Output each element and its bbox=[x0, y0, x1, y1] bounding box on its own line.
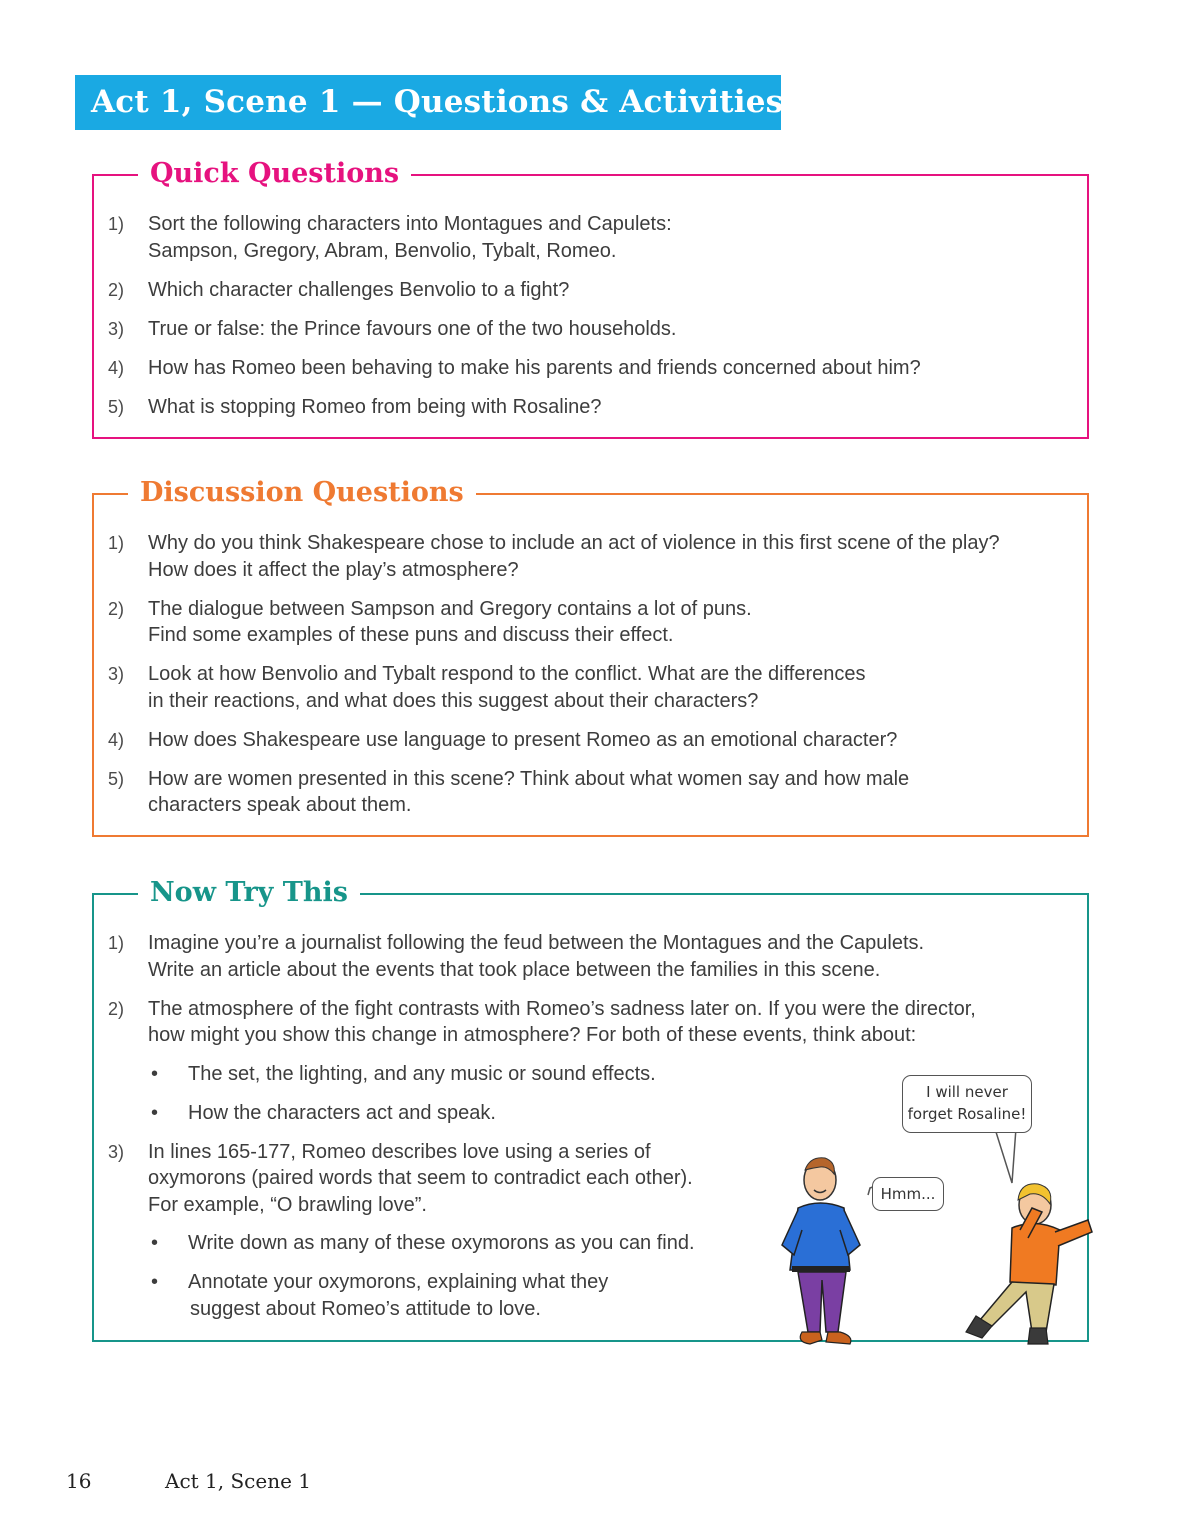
romeo-figure bbox=[966, 1184, 1092, 1344]
benvolio-figure bbox=[782, 1158, 860, 1344]
list-item: 2) The atmosphere of the fight contrasts with Romeo’s sadness later on. If you were the director, how might you show this change in atmosphere? For both of these events, think about: • The set, the lighting, and any music or sound effects. • How the characters act and speak. bbox=[108, 996, 1067, 1127]
list-item: 5) What is stopping Romeo from being with Rosaline? bbox=[108, 395, 602, 418]
page-title: Act 1, Scene 1 — Questions & Activities bbox=[75, 75, 781, 130]
quick-questions-heading: Quick Questions bbox=[138, 154, 411, 194]
list-item: 5) How are women presented in this scene? Think about what women say and how male characters speak about them. bbox=[108, 767, 910, 816]
bullet-item: • Write down as many of these oxymorons as you can find. bbox=[148, 1230, 1067, 1257]
list-item: 2) Which character challenges Benvolio to a fight? bbox=[108, 278, 570, 301]
list-item: 3) Look at how Benvolio and Tybalt respond to the conflict. What are the differences in their reactions, and what does this suggest about their characters? bbox=[108, 663, 866, 712]
list-item: 3) In lines 165-177, Romeo describes love using a series of oxymorons (paired words that seem to contradict each other). For example, “O brawling love”. • Write down as many of these oxymorons as you can find. • Annotate your oxymorons, explaining what they suggest about Romeo’s attitude to love. bbox=[108, 1139, 1067, 1323]
quick-questions-box bbox=[92, 158, 1089, 439]
bullet-item: • How the characters act and speak. bbox=[148, 1100, 1067, 1127]
speech-bubble-hmm: Hmm... bbox=[872, 1177, 944, 1211]
list-item: 4) How does Shakespeare use language to present Romeo as an emotional character? bbox=[108, 728, 898, 751]
quick-questions-list bbox=[108, 211, 1067, 433]
now-try-this-heading: Now Try This bbox=[138, 873, 360, 913]
bullet-icon: • bbox=[151, 1101, 159, 1124]
bullet-item: • Annotate your oxymorons, explaining what they suggest about Romeo’s attitude to love. bbox=[151, 1271, 609, 1320]
list-item: 3) True or false: the Prince favours one of the two households. bbox=[108, 317, 677, 340]
discussion-questions-list bbox=[108, 530, 1067, 831]
discussion-questions-box bbox=[92, 477, 1089, 837]
list-item: 1) Why do you think Shakespeare chose to include an act of violence in this first scene of the play? How does it affect the play’s atmosphere? bbox=[108, 532, 1000, 581]
page-number: 16 bbox=[66, 1469, 92, 1493]
bullet-icon: • bbox=[151, 1232, 159, 1254]
bullet-item: • The set, the lighting, and any music or sound effects. bbox=[148, 1061, 1067, 1088]
bullet-icon: • bbox=[151, 1271, 159, 1293]
bullet-icon: • bbox=[151, 1062, 159, 1085]
list-item: 1) Imagine you’re a journalist following the feud between the Montagues and the Capulets. Write an article about the events that took place between the families in this scene. bbox=[108, 932, 925, 981]
discussion-questions-heading: Discussion Questions bbox=[128, 473, 476, 513]
list-item: 1) Sort the following characters into Montagues and Capulets: Sampson, Gregory, Abram, Benvolio, Tybalt, Romeo. bbox=[108, 213, 672, 262]
list-item: 4) How has Romeo been behaving to make his parents and friends concerned about him? bbox=[108, 356, 921, 379]
footer-section-label: Act 1, Scene 1 bbox=[165, 1469, 312, 1493]
speech-bubble-rosaline: I will never forget Rosaline! bbox=[902, 1075, 1032, 1133]
list-item: 2) The dialogue between Sampson and Gregory contains a lot of puns. Find some examples of these puns and discuss their effect. bbox=[108, 597, 752, 646]
